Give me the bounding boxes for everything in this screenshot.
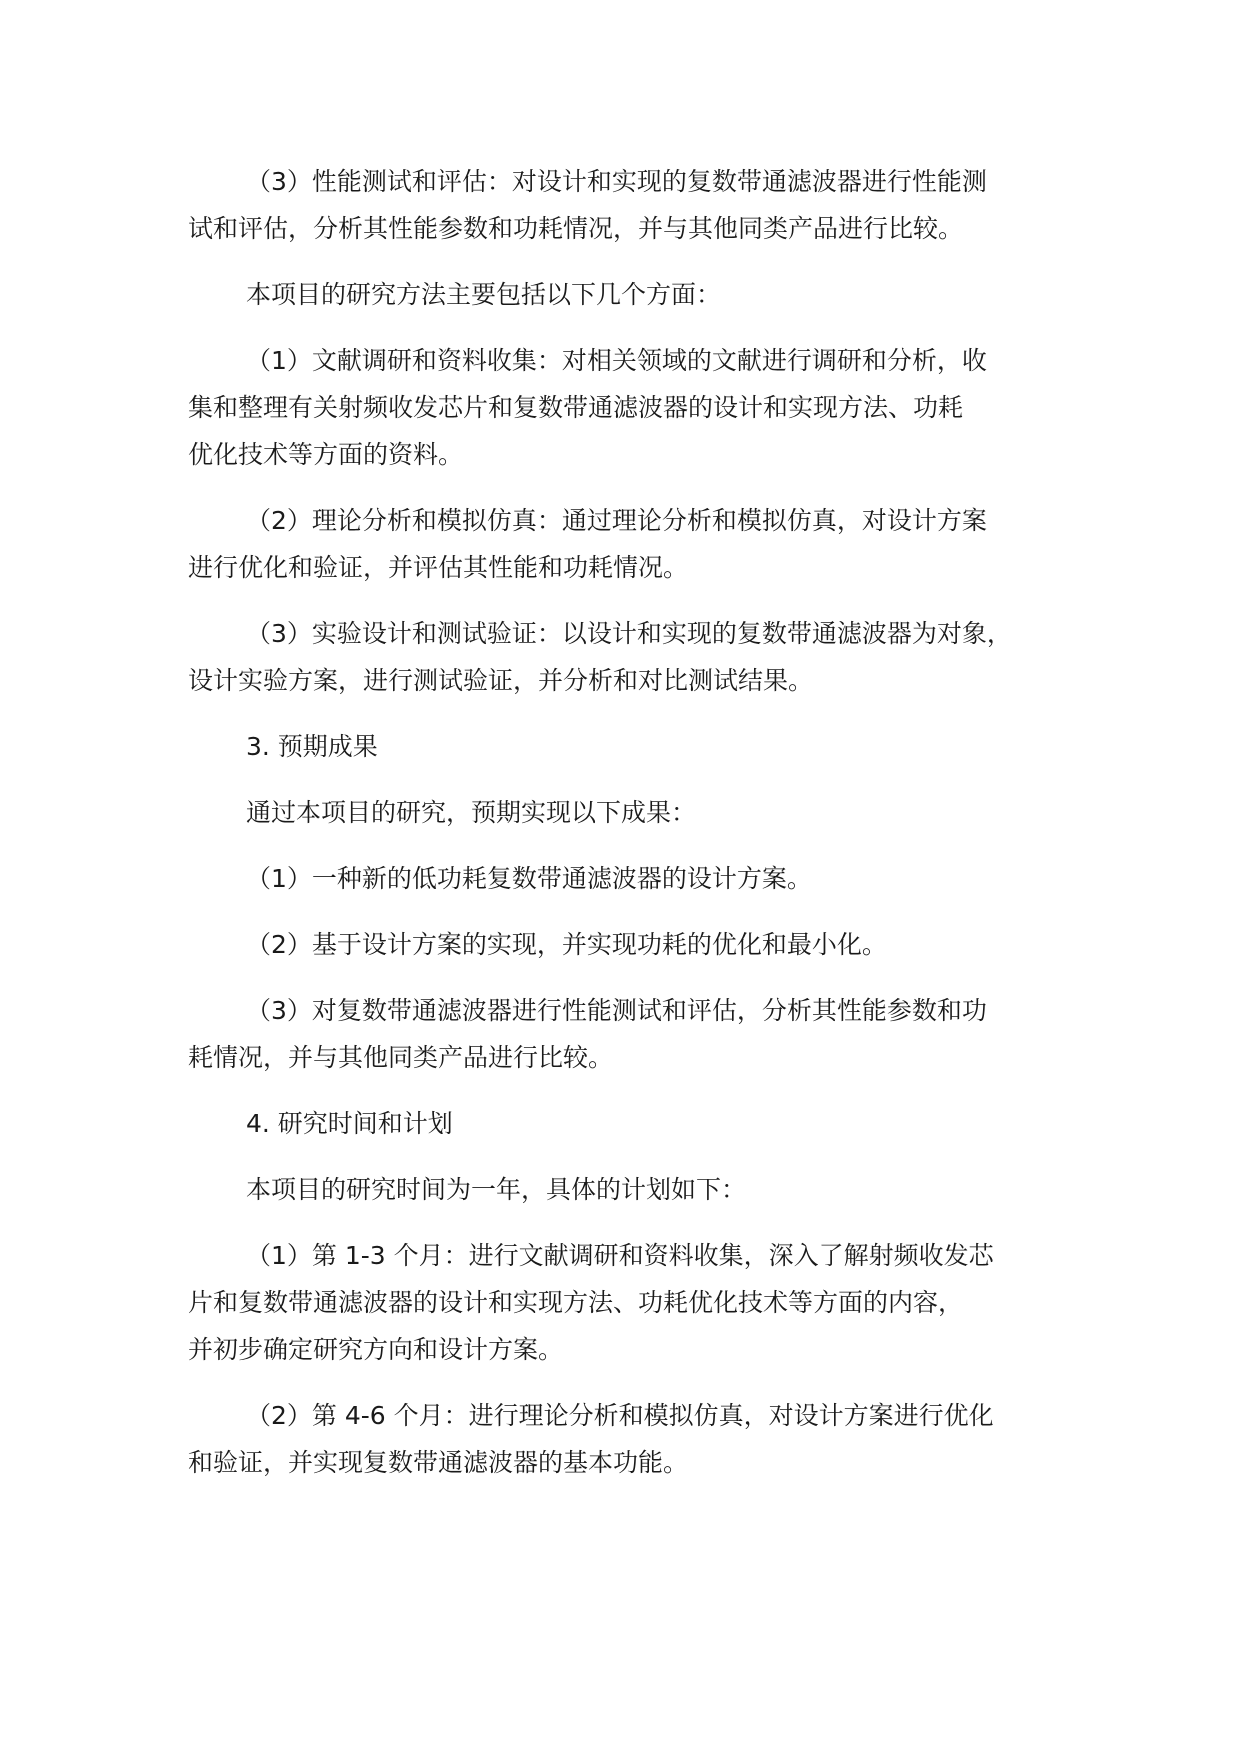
text-line: 进行优化和验证，并评估其性能和功耗情况。 — [188, 553, 689, 582]
text-line: 设计实验方案，进行测试验证，并分析和对比测试结果。 — [188, 666, 814, 695]
text-line: 耗情况，并与其他同类产品进行比较。 — [188, 1043, 614, 1072]
text-line: 4. 研究时间和计划 — [246, 1109, 453, 1138]
text-line: （1）第 1-3 个月：进行文献调研和资料收集，深入了解射频收发芯 — [246, 1241, 994, 1270]
text-line: 3. 预期成果 — [246, 732, 378, 761]
paragraph-schedule-intro — [188, 1166, 1068, 1213]
text-line: （2）理论分析和模拟仿真：通过理论分析和模拟仿真，对设计方案 — [246, 506, 987, 535]
text-line: 片和复数带通滤波器的设计和实现方法、功耗优化技术等方面的内容， — [188, 1288, 964, 1317]
text-line: （2）基于设计方案的实现，并实现功耗的优化和最小化。 — [246, 930, 887, 959]
paragraph-result-3 — [188, 987, 1068, 1081]
text-line: （1）一种新的低功耗复数带通滤波器的设计方案。 — [246, 864, 812, 893]
text-line: （3）对复数带通滤波器进行性能测试和评估，分析其性能参数和功 — [246, 996, 987, 1025]
text-line: （2）第 4-6 个月：进行理论分析和模拟仿真，对设计方案进行优化 — [246, 1401, 994, 1430]
paragraph-item-3-testing — [188, 158, 1068, 252]
text-line: （3）实验设计和测试验证：以设计和实现的复数带通滤波器为对象， — [246, 619, 1012, 648]
paragraph-results-intro — [188, 789, 1068, 836]
text-line: （1）文献调研和资料收集：对相关领域的文献进行调研和分析，收 — [246, 346, 987, 375]
text-line: 并初步确定研究方向和设计方案。 — [188, 1335, 564, 1364]
text-line: 和验证，并实现复数带通滤波器的基本功能。 — [188, 1448, 689, 1477]
paragraph-method-3 — [188, 610, 1068, 704]
paragraph-schedule-2 — [188, 1392, 1068, 1486]
text-line: 本项目的研究方法主要包括以下几个方面： — [246, 280, 722, 309]
text-line: 集和整理有关射频收发芯片和复数带通滤波器的设计和实现方法、功耗 — [188, 393, 964, 422]
section-heading-expected-results — [188, 723, 1068, 770]
paragraph-result-1 — [188, 855, 1068, 902]
text-line: 通过本项目的研究，预期实现以下成果： — [246, 798, 697, 827]
paragraph-schedule-1 — [188, 1232, 1068, 1373]
text-line: 优化技术等方面的资料。 — [188, 440, 464, 469]
document-body — [188, 158, 1068, 1505]
paragraph-method-1 — [188, 337, 1068, 478]
section-heading-schedule — [188, 1100, 1068, 1147]
text-line: （3）性能测试和评估：对设计和实现的复数带通滤波器进行性能测 — [246, 167, 987, 196]
text-line: 本项目的研究时间为一年，具体的计划如下： — [246, 1175, 747, 1204]
paragraph-method-2 — [188, 497, 1068, 591]
paragraph-result-2 — [188, 921, 1068, 968]
paragraph-methods-intro — [188, 271, 1068, 318]
text-line: 试和评估，分析其性能参数和功耗情况，并与其他同类产品进行比较。 — [188, 214, 964, 243]
